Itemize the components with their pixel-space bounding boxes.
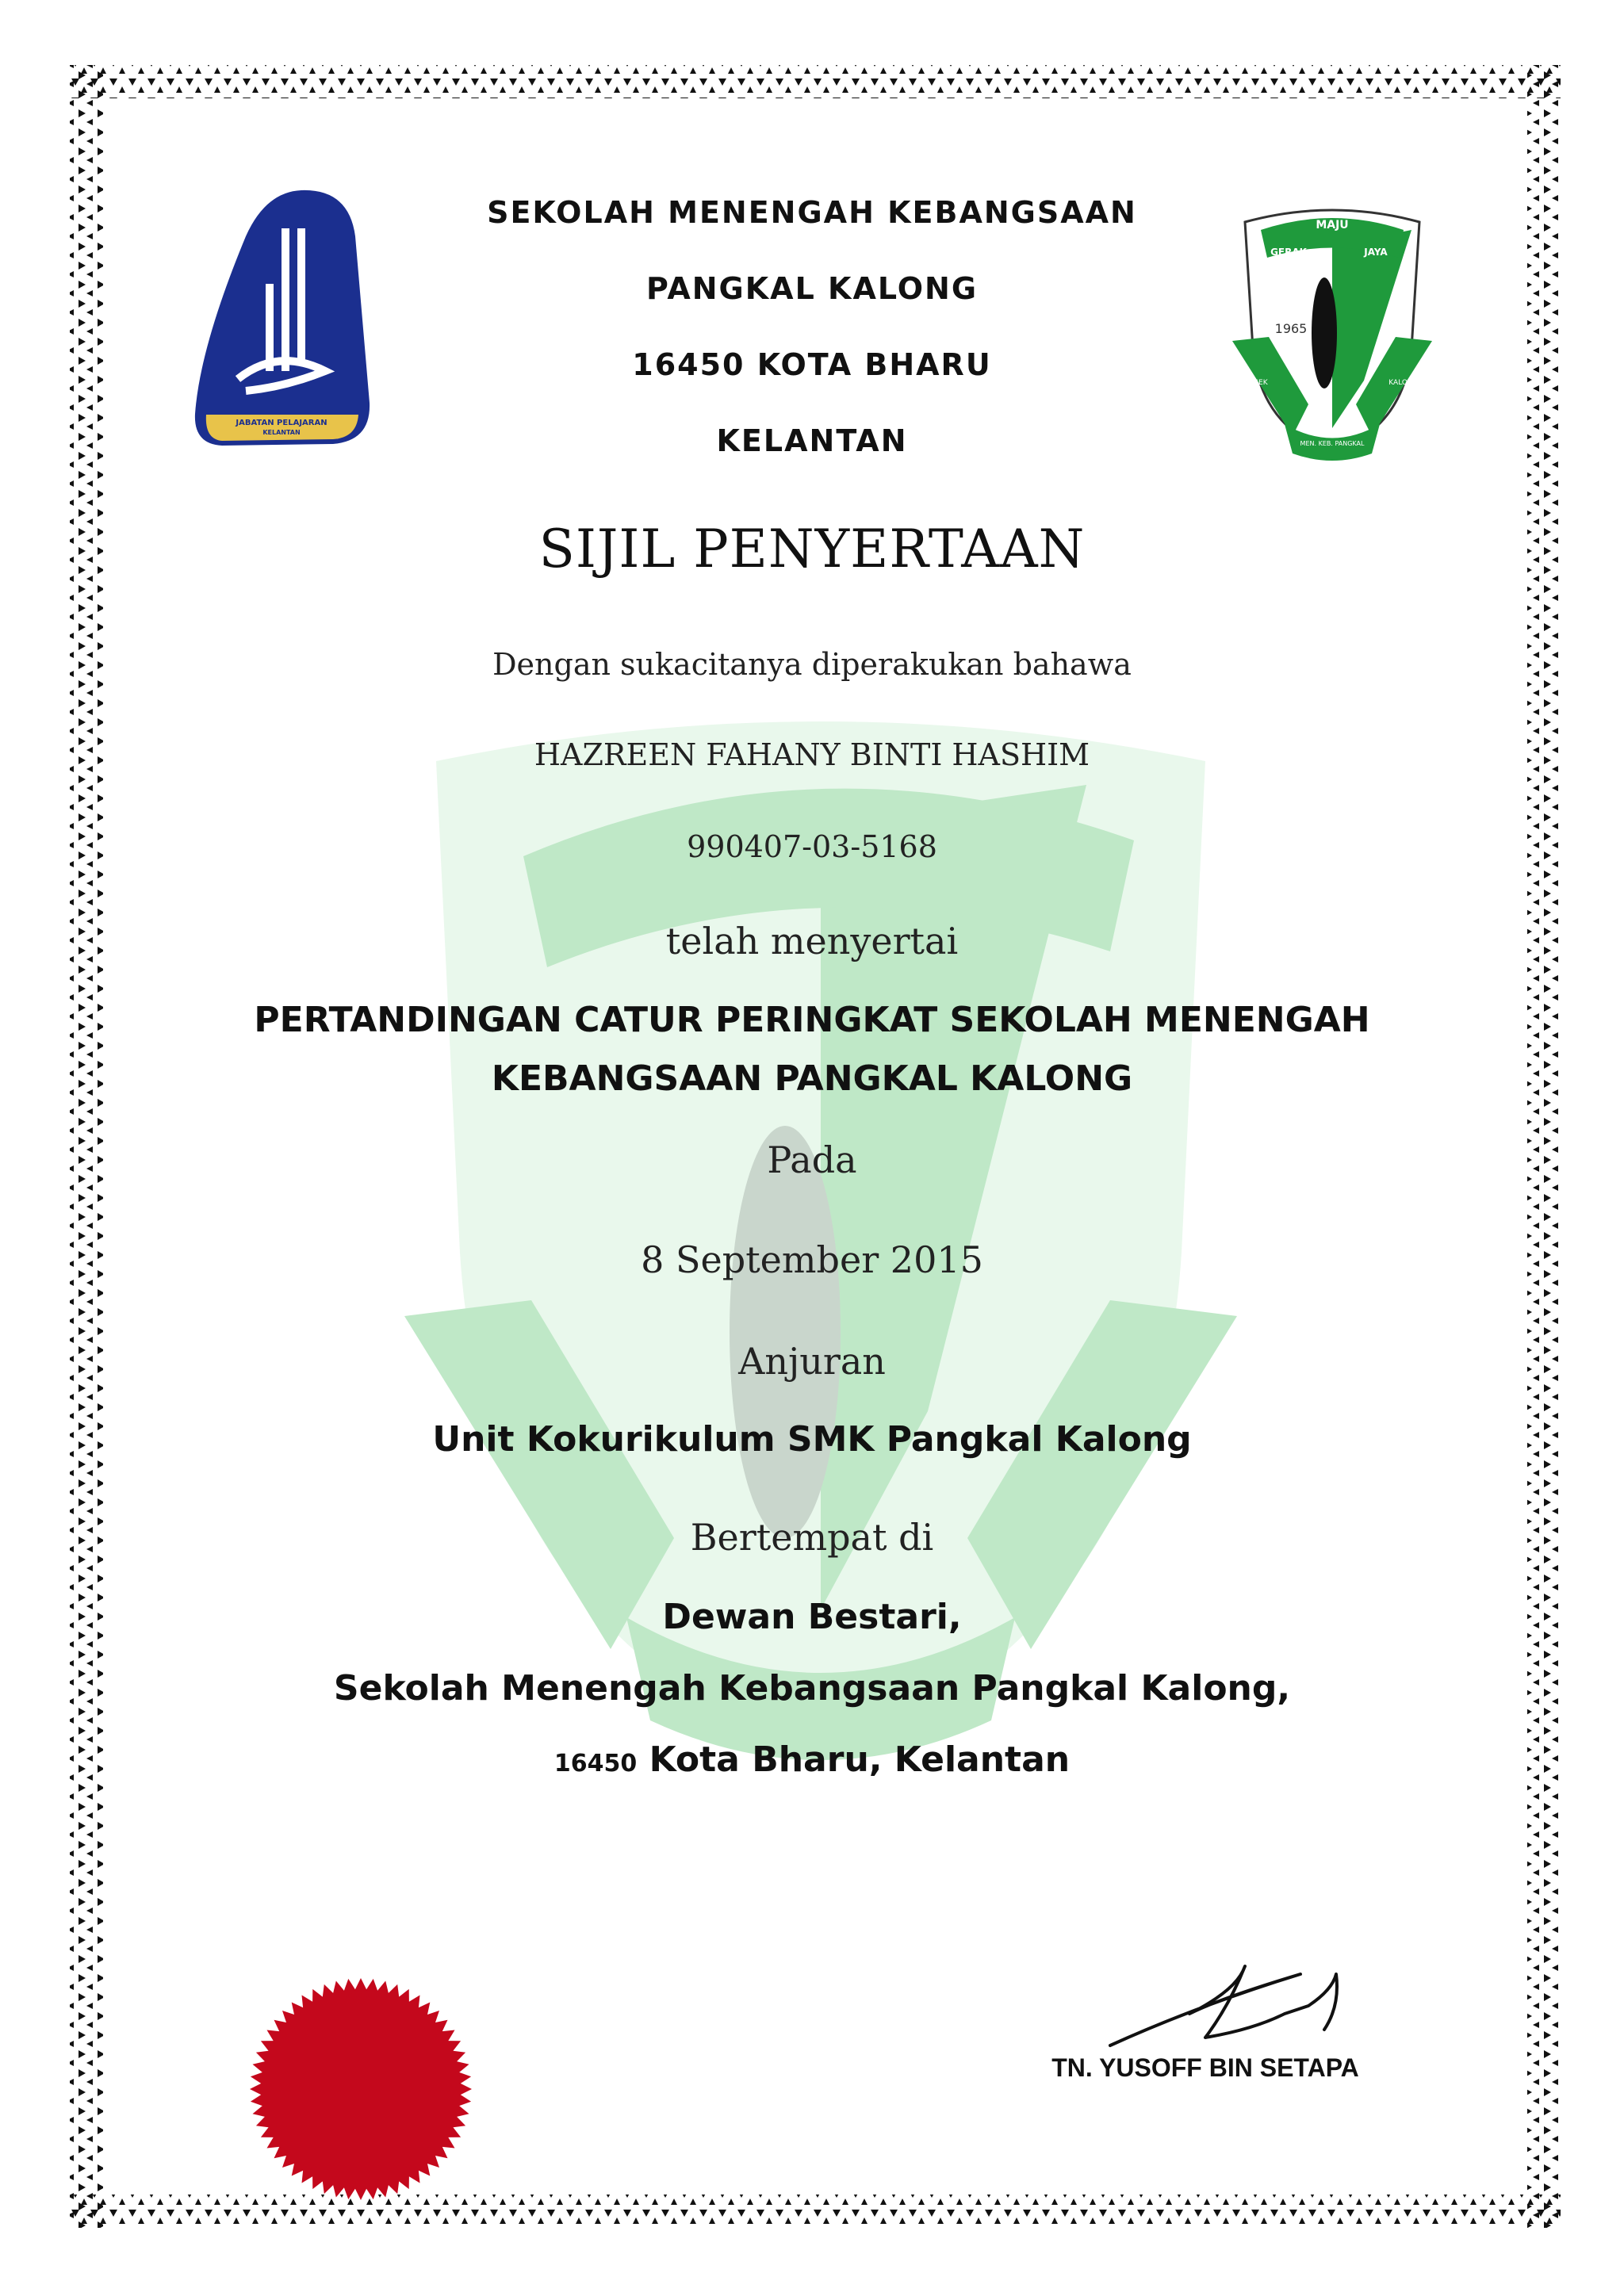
event-date: 8 September 2015 <box>641 1238 983 1281</box>
recipient-ic: 990407-03-5168 <box>687 829 937 864</box>
crest-text-right: JAYA <box>1364 247 1388 258</box>
venue-city-state: Kota Bharu, Kelantan <box>649 1739 1071 1780</box>
venue-label: Bertempat di <box>690 1516 934 1559</box>
event-title-line1: PERTANDINGAN CATUR PERINGKAT SEKOLAH MENENGAH <box>254 1000 1370 1040</box>
school-name-line2: PANGKAL KALONG <box>645 271 979 306</box>
crest-text-top: MAJU <box>1316 219 1349 232</box>
crest-ribbon-right: KALONG <box>1388 379 1419 387</box>
event-title <box>0 991 1624 1108</box>
participated-text: telah menyertai <box>665 920 959 962</box>
venue-line1: Dewan Bestari, <box>662 1597 962 1637</box>
school-name-line1: SEKOLAH MENENGAH KEBANGSAAN <box>487 195 1137 230</box>
intro-text: Dengan sukacitanya diperakukan bahawa <box>492 647 1132 682</box>
venue-line2: Sekolah Menengah Kebangsaan Pangkal Kalong, <box>333 1668 1291 1709</box>
venue-postcode: 16450 <box>553 1750 638 1777</box>
signature-image <box>1102 1958 1348 2053</box>
svg-text:KELANTAN: KELANTAN <box>262 429 301 436</box>
on-label: Pada <box>767 1138 857 1181</box>
recipient-name: HAZREEN FAHANY BINTI HASHIM <box>534 737 1090 772</box>
crest-year: 1965 <box>1274 321 1308 336</box>
school-state: KELANTAN <box>716 423 908 458</box>
certificate-title: SIJIL PENYERTAAN <box>538 519 1086 580</box>
school-postcode-city: 16450 KOTA BHARU <box>632 347 992 382</box>
crest-text-left: GERAK <box>1270 247 1307 258</box>
red-seal <box>246 1974 476 2204</box>
organiser: Unit Kokurikulum SMK Pangkal Kalong <box>432 1419 1192 1460</box>
event-title-line2: KEBANGSAAN PANGKAL KALONG <box>491 1058 1133 1099</box>
organised-label: Anjuran <box>738 1340 886 1383</box>
crest-ribbon-bottom: MEN. KEB. PANGKAL <box>1300 440 1365 447</box>
venue-line3 <box>0 1739 1624 1780</box>
signatory-name: TN. YUSOFF BIN SETAPA <box>1051 2053 1359 2082</box>
crest-ribbon-left: SEK <box>1254 379 1268 387</box>
svg-text:JABATAN PELAJARAN: JABATAN PELAJARAN <box>236 419 327 427</box>
